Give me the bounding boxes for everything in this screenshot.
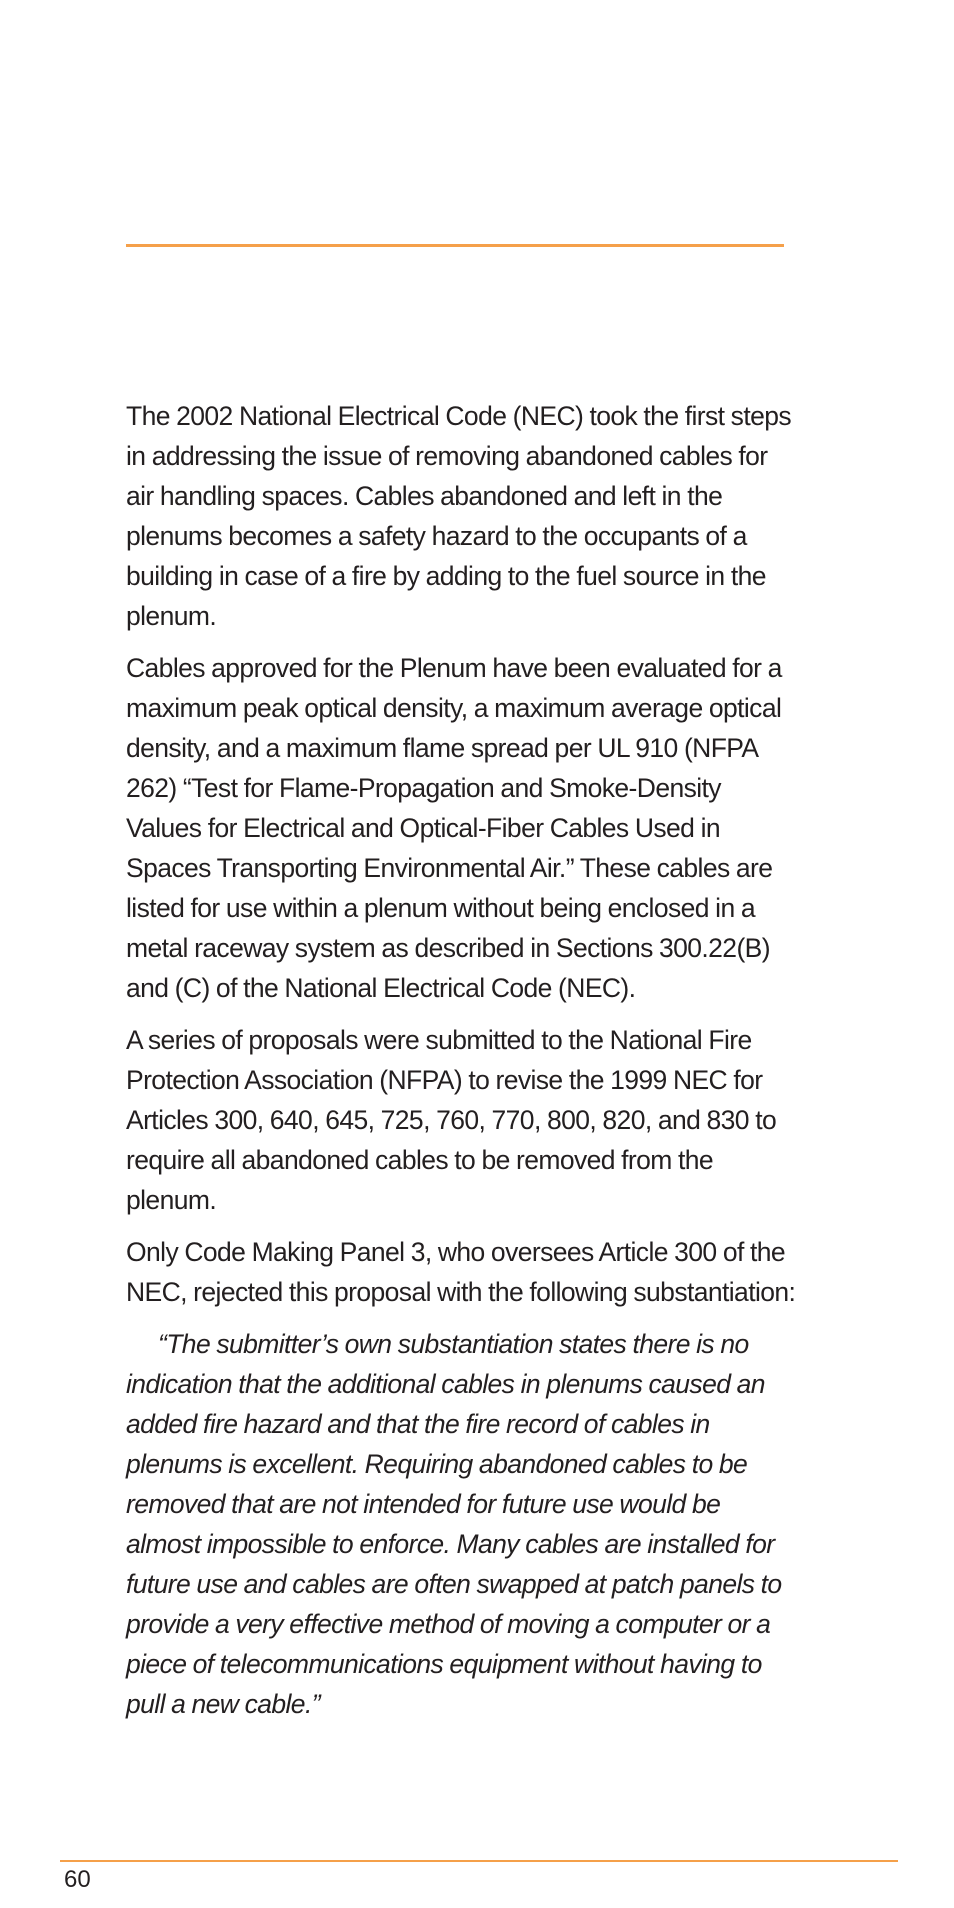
substantiation-quote: “The submitter’s own substantiation states there is no indication that the additional cables in plenums caused an added fire hazard and that the fire record of cables in plenums is excellent. Requiring abandoned cables to be removed that are not intended for future use would be almost impossible to enforce. Many cables are installed for future use and cables are often swapped at patch panels to provide a very effective method of moving a computer or a piece of telecommunications equipment without having to pull a new cable.” [126, 1329, 782, 1719]
header-rule [126, 244, 784, 247]
footer-rule [60, 1860, 898, 1862]
page-number: 60 [64, 1866, 91, 1893]
paragraph-code-panel-3: Only Code Making Panel 3, who oversees Article 300 of the NEC, rejected this proposal with the following substantiation: [126, 1237, 796, 1307]
paragraph-plenum-cables: Cables approved for the Plenum have been evaluated for a maximum peak optical density, a maximum average optical density, and a maximum flame spread per UL 910 (NFPA 262) “Test for Flame-Propagation and Smoke-Density Values for Electrical and Optical-Fiber Cables Used in Spaces Transporting Environmental Air.” These cables are listed for use within a plenum without being enclosed in a metal raceway system as described in Sections 300.22(B) and (C) of the National Electrical Code (NEC). [126, 653, 782, 1003]
body-text [126, 396, 798, 1736]
paragraph-nfpa-proposals: A series of proposals were submitted to the National Fire Protection Association (NFPA) to revise the 1999 NEC for Articles 300, 640, 645, 725, 760, 770, 800, 820, and 830 to require all abandoned cables to be removed from the plenum. [126, 1025, 777, 1215]
paragraph-nec-2002: The 2002 National Electrical Code (NEC) took the first steps in addressing the issue of removing abandoned cables for air handling spaces. Cables abandoned and left in the plenums becomes a safety hazard to the occupants of a building in case of a fire by adding to the fuel source in the plenum. [126, 401, 792, 631]
